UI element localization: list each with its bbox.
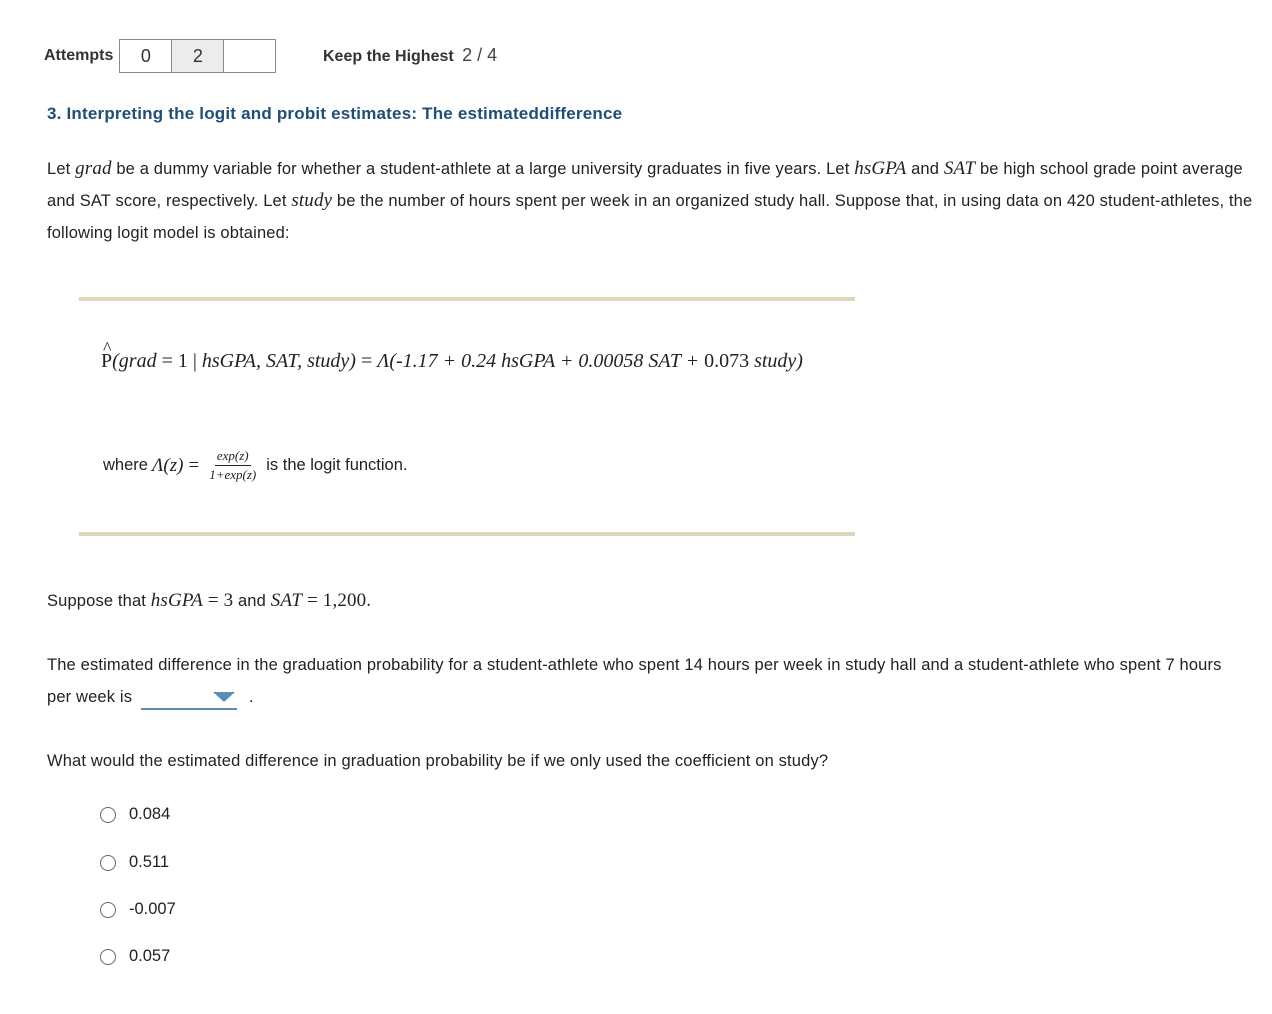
attempt-box-3[interactable] — [224, 39, 276, 73]
option-2[interactable] — [100, 853, 169, 872]
question-1-text: The estimated difference in the graduation probability for a student-athlete who spent 14 hours per week in study hall and a student-athlete who spent 7 hours per week is — [47, 656, 1222, 706]
question-title: 3. Interpreting the logit and probit estimates: The estimateddifference — [47, 104, 623, 123]
eq-coef: 0.073 — [704, 350, 750, 372]
option-2-label: 0.511 — [129, 853, 170, 871]
score-value: 2 / 4 — [462, 45, 498, 65]
fraction-denominator: 1+exp(z) — [209, 467, 257, 482]
model-equation — [101, 350, 803, 373]
var-sat: SAT — [943, 158, 976, 179]
attempt-box-1[interactable]: 0 — [119, 39, 172, 73]
where-text: where — [103, 456, 148, 474]
intro-paragraph — [47, 153, 1269, 249]
intro-text-2: be a dummy variable for whether a student-athlete at a large university graduates in five years. Let — [111, 160, 855, 178]
keep-highest-text: Keep the Highest — [323, 48, 454, 65]
option-3[interactable] — [100, 900, 176, 919]
dropdown-arrow-icon[interactable] — [213, 692, 235, 702]
eq-equals-2: = — [355, 350, 378, 372]
option-1[interactable] — [100, 805, 170, 824]
question-1 — [47, 649, 1237, 713]
eq-condition: hsGPA, SAT, study) — [201, 350, 356, 372]
radio-button-2[interactable] — [100, 855, 116, 871]
logit-fraction — [209, 448, 256, 483]
suppose-line — [47, 585, 371, 617]
suppose-text-1: Suppose that — [47, 592, 151, 610]
radio-button-3[interactable] — [100, 902, 116, 918]
attempts-bar — [44, 39, 276, 73]
logit-suffix: is the logit function. — [266, 456, 408, 474]
option-3-label: -0.007 — [129, 900, 176, 918]
option-4[interactable] — [100, 947, 170, 966]
keep-highest-label — [323, 45, 497, 66]
fraction-numerator: exp(z) — [215, 448, 251, 466]
lambda-z: Λ(z) — [151, 454, 184, 476]
eq-lhs: (grad — [112, 350, 157, 372]
radio-button-1[interactable] — [100, 807, 116, 823]
eq-equals-1: = 1 | — [156, 350, 202, 372]
option-1-label: 0.084 — [129, 805, 171, 823]
p-hat: ^ P — [101, 350, 112, 373]
divider-bottom — [79, 532, 855, 536]
eq-rhs-2: study) — [749, 350, 803, 372]
radio-button-4[interactable] — [100, 949, 116, 965]
attempt-boxes — [119, 39, 276, 73]
var-study: study — [291, 190, 333, 211]
question-2: What would the estimated difference in graduation probability be if we only used the coefficient on study? — [47, 752, 829, 770]
var-hsgpa-2: hsGPA — [150, 590, 203, 611]
logit-definition — [103, 448, 407, 483]
question-1-period: . — [248, 688, 254, 706]
var-hsgpa: hsGPA — [854, 158, 907, 179]
intro-text-3: and — [906, 160, 944, 178]
lambda-equals: = — [188, 454, 200, 476]
difference-dropdown[interactable] — [141, 686, 237, 710]
var-sat-2: SAT — [270, 590, 303, 611]
divider-top — [79, 297, 855, 301]
sat-value: = 1,200. — [302, 590, 372, 611]
var-grad: grad — [75, 158, 112, 179]
intro-text-4: be high school grade point average and SAT score, respectively. Let — [47, 160, 1243, 210]
eq-rhs-1: Λ(-1.17 + 0.24 hsGPA + 0.00058 SAT + — [377, 350, 705, 372]
attempts-label: Attempts — [44, 47, 114, 64]
option-4-label: 0.057 — [129, 947, 171, 965]
suppose-text-2: and — [233, 592, 271, 610]
intro-text-5: be the number of hours spent per week in an organized study hall. Suppose that, in using data on 420 student-athletes, the following logit model is obtained: — [47, 192, 1253, 242]
attempt-box-2[interactable]: 2 — [172, 39, 224, 73]
intro-text-1: Let — [47, 160, 76, 178]
hsgpa-value: = 3 — [202, 590, 234, 611]
